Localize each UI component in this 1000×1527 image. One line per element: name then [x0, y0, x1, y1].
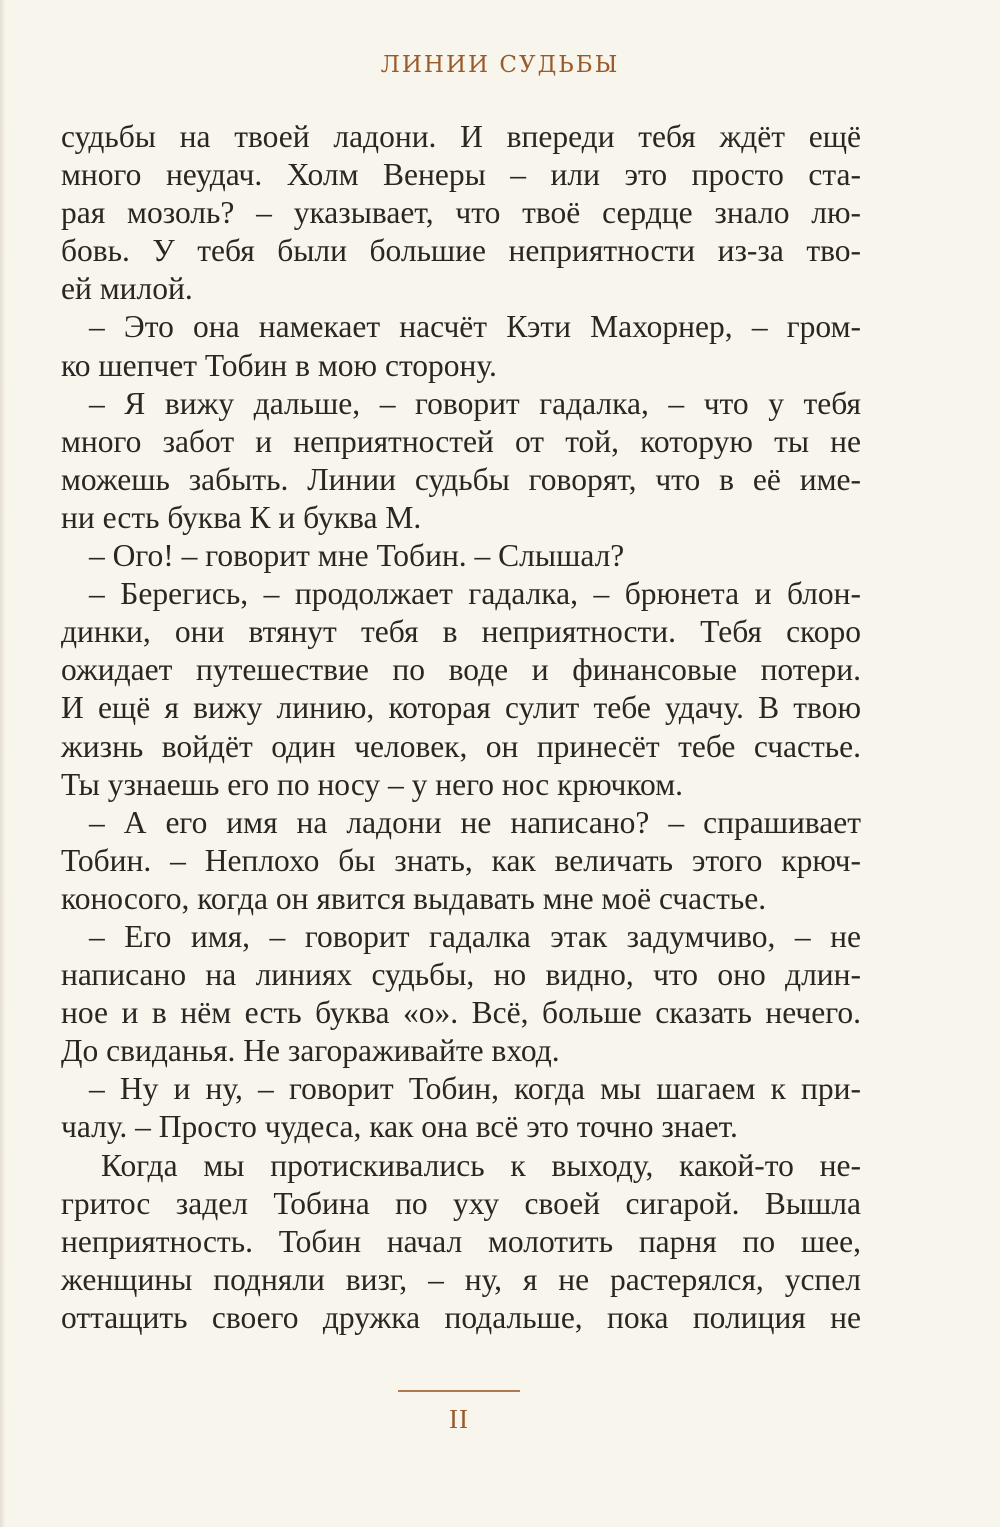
text-line: жизнь войдёт один человек, он принесёт тебе счастье. — [61, 728, 861, 764]
text-line: написано на линиях судьбы, но видно, что оно длин- — [61, 957, 861, 993]
text-line: – Ну и ну, – говорит Тобин, когда мы шагаем к при- — [89, 1071, 861, 1107]
text-line: много забот и неприятностей от той, которую ты не — [61, 423, 861, 459]
page-edge-shadow — [0, 0, 6, 1527]
text-line: Тобин. – Неплохо бы знать, как величать этого крюч- — [61, 842, 861, 878]
text-line: – Ого! – говорит мне Тобин. – Слышал? — [89, 538, 625, 574]
text-line: ей милой. — [61, 271, 193, 307]
text-line: ное и в нём есть буква «о». Всё, больше сказать нечего. — [61, 995, 861, 1031]
text-line: гритос задел Тобина по уху своей сигарой. Вышла — [61, 1185, 861, 1221]
text-line: – Это она намекает насчёт Кэти Махорнер, – гром- — [89, 309, 861, 345]
folio-rule — [398, 1390, 520, 1392]
running-head: ЛИНИИ СУДЬБЫ — [380, 52, 620, 78]
text-line: – А его имя на ладони не написано? – спрашивает — [89, 804, 861, 840]
text-line: коносого, когда он явится выдавать мне моё счастье. — [61, 880, 767, 916]
text-line: бовь. У тебя были большие неприятности из-за тво- — [61, 233, 861, 269]
text-line: ожидает путешествие по воде и финансовые потери. — [61, 652, 861, 688]
text-line: женщины подняли визг, – ну, я не растерялся, успел — [61, 1261, 861, 1297]
text-line: До свиданья. Не загораживайте вход. — [61, 1033, 560, 1069]
text-line: неприятность. Тобин начал молотить парня по шее, — [61, 1223, 861, 1259]
text-line: Ты узнаешь его по носу – у него нос крючком. — [61, 766, 684, 802]
text-line: рая мозоль? – указывает, что твоё сердце знало лю- — [61, 195, 861, 231]
text-line: судьбы на твоей ладони. И впереди тебя ждёт ещё — [61, 119, 861, 154]
text-line: – Его имя, – говорит гадалка этак задумчиво, – не — [89, 918, 861, 954]
text-line: чалу. – Просто чудеса, как она всё это точно знает. — [61, 1109, 738, 1145]
text-line: – Берегись, – продолжает гадалка, – брюнета и блон- — [89, 576, 861, 612]
text-line: ко шепчет Тобин в мою сторону. — [61, 347, 497, 383]
text-line: много неудач. Холм Венеры – или это просто ста- — [61, 157, 861, 193]
text-line: Когда мы протискивались к выходу, какой-то не- — [101, 1147, 861, 1183]
text-line: И ещё я вижу линию, которая сулит тебе удачу. В твою — [61, 690, 861, 726]
text-line: ни есть буква К и буква М. — [61, 499, 422, 535]
page-number: II — [449, 1404, 469, 1434]
body-text — [61, 118, 861, 1337]
text-line: – Я вижу дальше, – говорит гадалка, – что у тебя — [89, 385, 861, 421]
text-line: оттащить своего дружка подальше, пока полиция не — [61, 1299, 861, 1335]
text-line: динки, они втянут тебя в неприятности. Тебя скоро — [61, 614, 861, 650]
text-line: можешь забыть. Линии судьбы говорят, что в её име- — [61, 461, 861, 497]
